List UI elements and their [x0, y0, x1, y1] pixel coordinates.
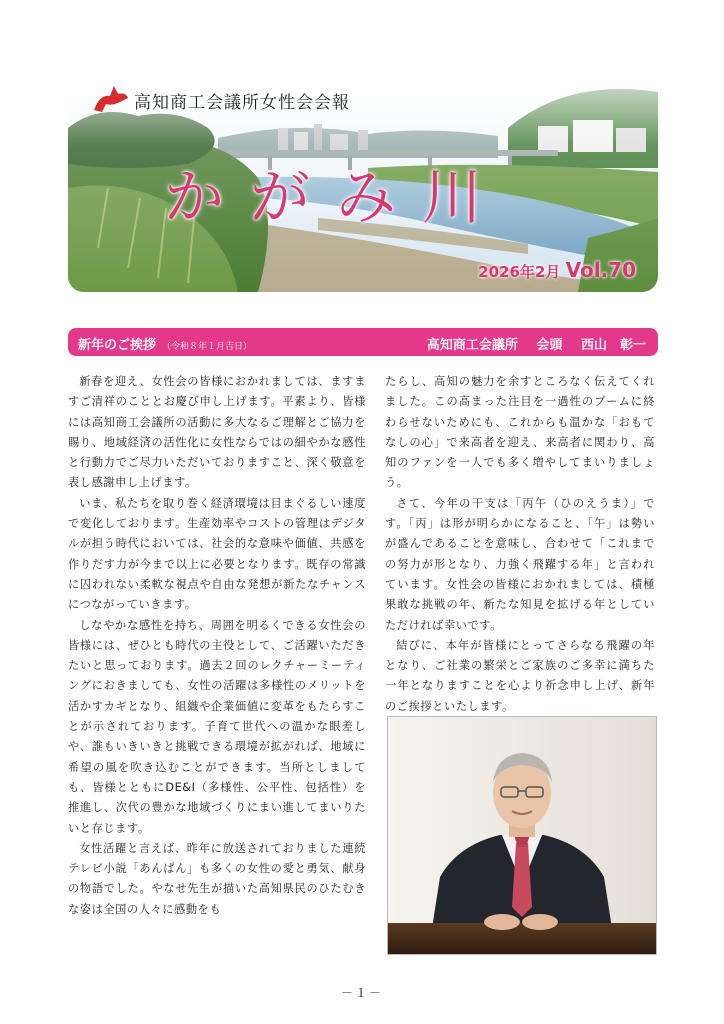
publication-name: 高知商工会議所女性会会報: [134, 93, 350, 113]
paragraph: いま、私たちを取り巻く経済環境は目まぐるしい速度で変化しております。生産効率やコストの管理はデジタルが担う時代においては、社会的な意味や価値、共感を作りだす力が今まで以上に必要となります。既存の常識に囚われない柔軟な視点や自由な発想が新たなチャンスにつながっていきます。: [68, 496, 366, 612]
paragraph: 結びに、本年が皆様にとってさらなる飛躍の年となり、ご社業の繁栄とご家族のご多幸に満ちた一年となりますことを心より祈念申し上げ、新年のご挨拶といたします。: [385, 638, 655, 713]
paragraph: さて、今年の干支は「丙午（ひのえうま）」です。「丙」は形が明らかになること、「午」は勢いが盛んであることを意味し、合わせて「これまでの努力が形となり、力強く飛躍する年」と言われています。女性会の皆様におかれましては、積極果敢な挑戦の年、新たな知見を拡げる年としていただければ幸いです。: [385, 496, 655, 632]
president-portrait-photo: [387, 716, 657, 955]
page-number: －１－: [340, 986, 383, 1000]
chamber-logo-icon: [92, 84, 130, 114]
author-organization: 高知商工会議所: [426, 338, 518, 353]
newsletter-title: かがみ川: [164, 163, 508, 233]
greeting-header-bar: [68, 328, 658, 356]
body-column-left: [68, 372, 366, 920]
greeting-heading: [78, 334, 252, 353]
paragraph: しなやかな感性を持ち、周囲を明るくできる女性会の皆様には、ぜひとも時代の主役として、ご活躍いただきたいと思っております。過去２回のレクチャーミーティングにおきましても、女性の活躍は多様性のメリットを活かすカギとなり、組織や企業価値に変革をもたらすことが示されております。子育て世代への温かな眼差しや、誰もいきいきと挑戦できる環境が拡がれば、地域に希望の風を吹き込むことができます。当所としましても、皆様とともにDE&I（多様性、公平性、包括性）を推進し、次代の豊かな地域づくりにまい進してまいりたいと存じます。: [68, 618, 366, 835]
body-column-right: [385, 372, 655, 717]
greeting-author: [413, 334, 646, 353]
issue-volume: Vol.70: [565, 258, 636, 282]
paragraph-continued: たらし、高知の魅力を余すところなく伝えてくれました。この高まった注目を一過性のブームに終わらせないためにも、これからも温かな「おもてなしの心」で来高者を迎え、来高者に関わり、高知のファンを一人でも多く増やしてまいりましょう。: [385, 375, 655, 490]
author-role: 会頭: [536, 338, 563, 353]
greeting-title: 新年のご挨拶: [78, 338, 157, 353]
paragraph: 新春を迎え、女性会の皆様におかれましては、ますますご清祥のこととお慶び申し上げます。平素より、皆様には高知商工会議所の活動に多大なるご理解とご協力を賜り、地域経済の活性化に女性ならではの細やかな感性と行動力でご尽力いただいておりますこと、深く敬意を表し感謝申し上げます。: [68, 375, 366, 490]
portrait-image: [388, 717, 656, 954]
greeting-date: （令和８年１月吉日）: [162, 342, 253, 352]
issue-date: 2026年2月: [478, 263, 561, 281]
author-name: 西山 彰一: [580, 338, 646, 353]
masthead: [68, 68, 658, 292]
issue-label: [478, 258, 636, 282]
paragraph: 女性活躍と言えば、昨年に放送されておりました連続テレビ小説「あんぱん」も多くの女性の愛と勇気、献身の物語でした。やなせ先生が描いた高知県民のひたむきな姿は全国の人々に感動をも: [68, 841, 366, 916]
